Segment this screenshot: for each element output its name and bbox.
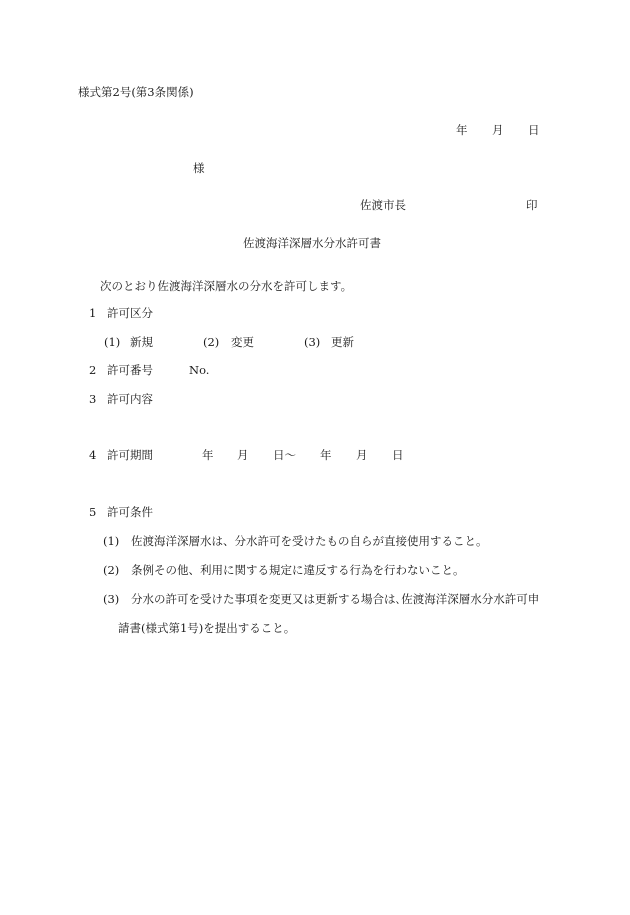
- period-from-day: 日～: [273, 448, 296, 462]
- condition-2-text: 条例その他、利用に関する規定に違反する行為を行わないこと。: [131, 563, 465, 577]
- condition-2-num: (2): [103, 563, 120, 577]
- item-2-label: 許可番号: [107, 363, 153, 377]
- issuer: 佐渡市長: [360, 198, 406, 212]
- category-option-3-num: (3): [304, 335, 321, 349]
- item-5-label: 許可条件: [107, 505, 153, 519]
- item-3-number: 3: [89, 392, 97, 406]
- condition-3-text: 分水の許可を受けた事項を変更又は更新する場合は､佐渡海洋深層水分水許可申: [131, 592, 540, 606]
- seal-mark: 印: [526, 198, 538, 212]
- form-label: 様式第2号(第3条関係): [78, 85, 194, 99]
- category-option-3-label: 更新: [331, 335, 354, 349]
- item-4-label: 許可期間: [107, 448, 153, 462]
- period-to-day: 日: [392, 448, 404, 462]
- addressee-suffix: 様: [193, 161, 205, 175]
- category-option-2-num: (2): [203, 335, 220, 349]
- condition-1-num: (1): [103, 534, 120, 548]
- date-year: 年: [456, 123, 468, 137]
- date-day: 日: [528, 123, 540, 137]
- condition-3-continuation: 請書(様式第1号)を提出すること。: [118, 621, 296, 635]
- condition-3-num: (3): [103, 592, 120, 606]
- period-to-year: 年: [320, 448, 332, 462]
- period-from-month: 月: [237, 448, 249, 462]
- item-5-number: 5: [89, 505, 97, 519]
- date-month: 月: [492, 123, 504, 137]
- item-3-label: 許可内容: [107, 392, 153, 406]
- condition-1-text: 佐渡海洋深層水は、分水許可を受けたもの自らが直接使用すること。: [131, 534, 488, 548]
- item-2-number: 2: [89, 363, 97, 377]
- item-1-label: 許可区分: [107, 306, 153, 320]
- intro-text: 次のとおり佐渡海洋深層水の分水を許可します。: [100, 279, 353, 293]
- item-1-number: 1: [89, 306, 97, 320]
- item-4-number: 4: [89, 448, 97, 462]
- period-from-year: 年: [202, 448, 214, 462]
- document-title: 佐渡海洋深層水分水許可書: [243, 236, 381, 250]
- category-option-1-label: 新規: [130, 335, 153, 349]
- permit-number-prefix: No.: [189, 363, 210, 377]
- category-option-1-num: (1): [104, 335, 121, 349]
- category-option-2-label: 変更: [231, 335, 254, 349]
- period-to-month: 月: [356, 448, 368, 462]
